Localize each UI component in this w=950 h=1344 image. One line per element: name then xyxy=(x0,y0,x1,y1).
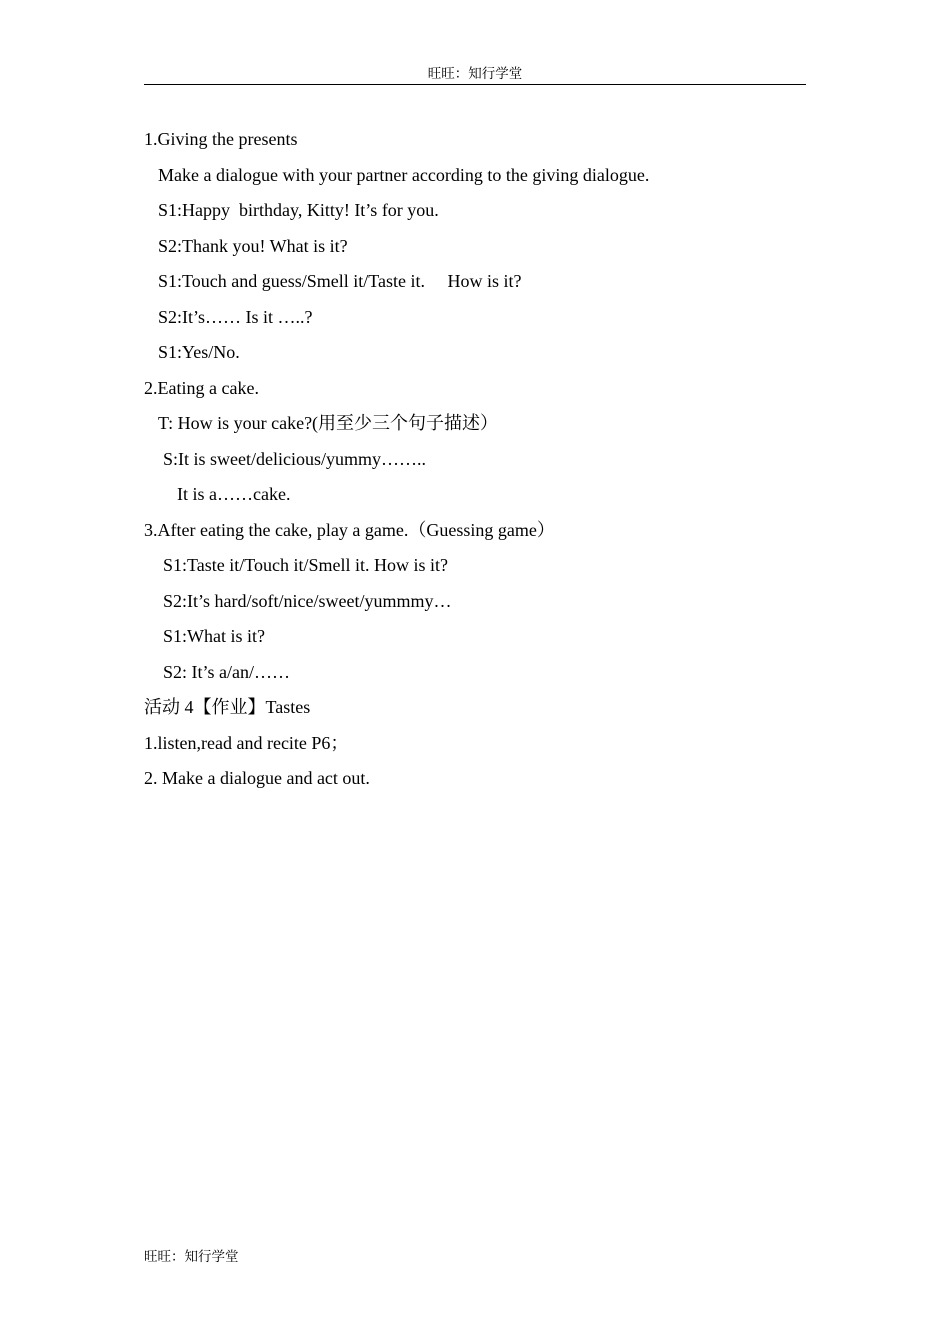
page-header: 旺旺：知行学堂 xyxy=(144,64,806,85)
dialogue-line: S1:Taste it/Touch it/Smell it. How is it? xyxy=(163,555,448,575)
dialogue-line: S2: It’s a/an/…… xyxy=(163,661,290,682)
section-heading-guessing-game: 3.After eating the cake, play a game.（Guessing game） xyxy=(144,519,555,540)
activity-heading-homework: 活动 4【作业】Tastes xyxy=(144,697,311,717)
dialogue-line: S2:It’s…… Is it …..? xyxy=(158,306,313,327)
homework-item: 1.listen,read and recite P6； xyxy=(144,732,349,753)
document-body xyxy=(144,122,806,797)
homework-item: 2. Make a dialogue and act out. xyxy=(144,768,370,788)
instruction-line: Make a dialogue with your partner according to the giving dialogue. xyxy=(158,164,650,185)
dialogue-line: S2:It’s hard/soft/nice/sweet/yummmy… xyxy=(163,590,452,611)
dialogue-line: S1:What is it? xyxy=(163,626,265,646)
page-footer: 旺旺：知行学堂 xyxy=(144,1249,239,1264)
section-heading-eating-cake: 2.Eating a cake. xyxy=(144,377,259,398)
section-heading-giving-presents: 1.Giving the presents xyxy=(144,129,298,149)
dialogue-line: It is a……cake. xyxy=(177,484,291,504)
dialogue-line: S1:Touch and guess/Smell it/Taste it. How is it? xyxy=(158,271,522,291)
dialogue-line: S1:Yes/No. xyxy=(158,342,240,362)
dialogue-line: T: How is your cake?(用至少三个句子描述） xyxy=(158,413,499,433)
dialogue-line: S:It is sweet/delicious/yummy…….. xyxy=(163,448,426,469)
dialogue-line: S1:Happy birthday, Kitty! It’s for you. xyxy=(158,200,439,220)
dialogue-line: S2:Thank you! What is it? xyxy=(158,235,348,256)
